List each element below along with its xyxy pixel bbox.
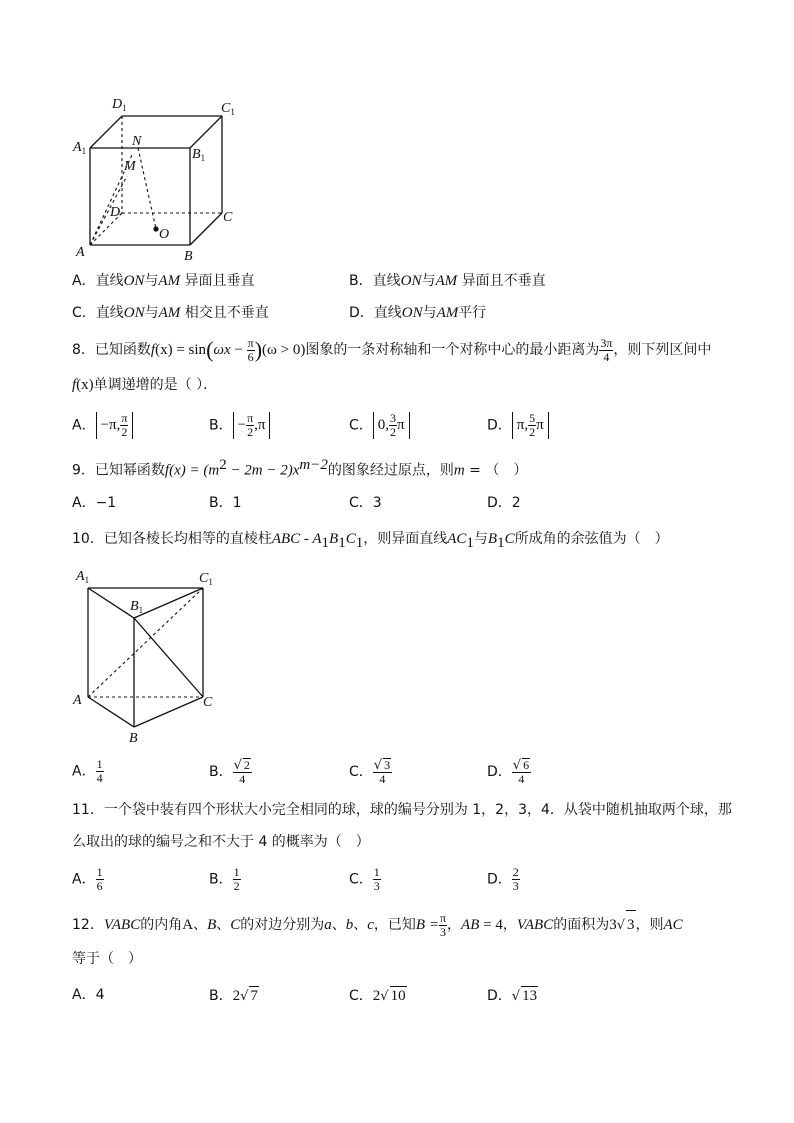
q8-stem-line1: 8．已知函数f(x) = sin(ωx − $\frac{\pi}{6}$ )(ω > 0)图象的一条对称轴和一个对称中心的最小距离为 $\frac{3\pi}{4}$ ，则下列区间中	[72, 335, 712, 364]
q8-stem-line2: f(x)单调递增的是（ ）．	[72, 377, 218, 393]
label-a1: $A_1$	[76, 569, 90, 585]
label-a: A	[73, 693, 82, 708]
label-b: B	[129, 731, 138, 746]
q10-stem: 10．已知各棱长均相等的直棱柱ABC - $A_1B_1C_1$，则异面直线$AC_1$与$B_1C$所成角的余弦值为（ ）	[72, 531, 669, 551]
q10-option-a[interactable]: A． $\frac{1}{4}$	[72, 757, 103, 785]
label-b: B	[184, 249, 193, 264]
label-b1: $B_1$	[130, 599, 144, 615]
prism-figure	[70, 566, 230, 746]
label-a1: $A_1$	[73, 140, 87, 156]
q11-option-d[interactable]: D． $\frac{2}{3}$	[487, 865, 519, 893]
q8-option-d[interactable]: D． π, $\frac{5}{2}$ π	[487, 412, 549, 439]
label-b1: $B_1$	[192, 147, 206, 163]
q8-option-a[interactable]: A． −π, $\frac{\pi}{2}$	[72, 412, 133, 439]
q12-option-a[interactable]: A．4	[72, 987, 105, 1003]
q9-option-a[interactable]: A．−1	[72, 495, 117, 511]
q12-option-c[interactable]: C．2√ 10	[349, 988, 406, 1004]
q10-option-c[interactable]: C． $\frac{√ 3}{4}$	[349, 758, 391, 786]
label-c1: $C_1$	[221, 101, 235, 117]
q7-option-c[interactable]: C．直线ON与AM 相交且不垂直	[72, 305, 269, 321]
q9-option-b[interactable]: B．1	[209, 495, 242, 511]
q12-option-b[interactable]: B．2√ 7	[209, 988, 258, 1004]
label-c1: $C_1$	[199, 571, 213, 587]
label-c: C	[203, 695, 213, 710]
label-c: C	[223, 210, 233, 225]
q11-stem-line1: 11．一个袋中装有四个形状大小完全相同的球，球的编号分别为 1，2，3，4．从袋中随机抽取两个球，那	[72, 802, 732, 818]
label-n: N	[132, 134, 142, 149]
q7-option-a[interactable]: A．直线ON与AM 异面且垂直	[72, 273, 255, 289]
q12-stem-line2: 等于（ ）	[72, 951, 142, 967]
label-d1: $D_1$	[112, 97, 127, 113]
q11-option-c[interactable]: C． $\frac{1}{3}$	[349, 865, 380, 893]
cube-figure	[70, 92, 250, 264]
q10-option-b[interactable]: B． $\frac{√ 2}{4}$	[209, 758, 250, 786]
q7-option-d[interactable]: D．直线ON与AM平行	[349, 305, 487, 321]
q12-stem-line1: 12．VABC的内角A、B、C的对边分别为a、b、c，已知B = $\frac{\pi}{3}$ ，AB = 4，VABC的面积为3√ 3，则AC	[72, 910, 683, 939]
q8-option-b[interactable]: B． − $\frac{\pi}{2}$ ,π	[209, 412, 270, 439]
label-o: O	[159, 227, 170, 242]
q10-option-d[interactable]: D． $\frac{√ 6}{4}$	[487, 758, 530, 786]
q9-option-c[interactable]: C．3	[349, 495, 382, 511]
q7-option-b[interactable]: B．直线ON与AM 异面且不垂直	[349, 273, 546, 289]
label-m: M	[124, 159, 136, 174]
q11-option-a[interactable]: A． $\frac{1}{6}$	[72, 865, 103, 893]
label-a: A	[76, 245, 85, 260]
q9-option-d[interactable]: D．2	[487, 495, 521, 511]
q11-option-b[interactable]: B． $\frac{1}{2}$	[209, 865, 240, 893]
q11-stem-line2: 么取出的球的编号之和不大于 4 的概率为（ ）	[72, 834, 370, 850]
q12-option-d[interactable]: D．√ 13	[487, 988, 538, 1004]
q8-option-c[interactable]: C． 0, $\frac{3}{2}$ π	[349, 412, 410, 439]
label-d: D	[110, 205, 121, 220]
q9-stem: 9．已知幂函数$f(x) = (m^2 - 2m - 2)x^{m-2}$的图象经过原点，则m = （ ）	[72, 457, 528, 479]
